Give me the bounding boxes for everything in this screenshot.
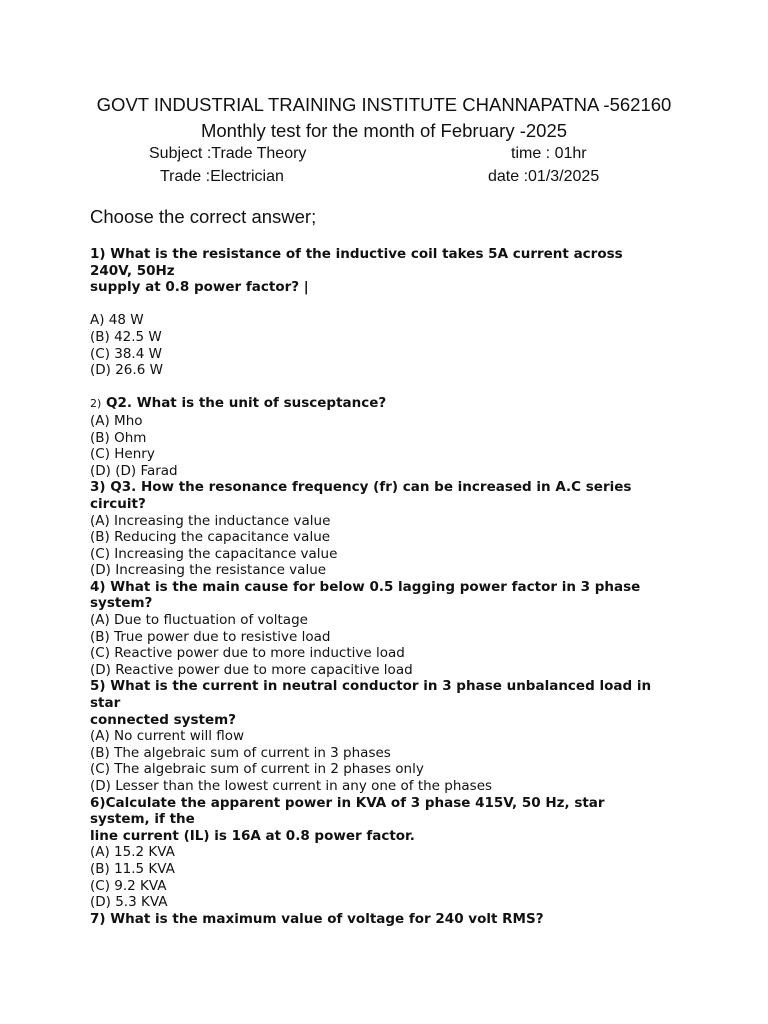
instruction-heading: Choose the correct answer; xyxy=(90,206,317,227)
question-text: system? xyxy=(90,595,153,612)
question-2 xyxy=(90,395,690,479)
question-number: 2) xyxy=(90,397,102,411)
option-c: (C) Increasing the capacitance value xyxy=(90,545,338,562)
option-c: (C) Henry xyxy=(90,446,155,463)
question-text: 4) What is the main cause for below 0.5 lagging power factor in 3 phase xyxy=(90,578,641,595)
option-c: (C) 9.2 KVA xyxy=(90,877,167,894)
spacer xyxy=(90,379,690,396)
question-text-main: Q2. What is the unit of susceptance? xyxy=(101,395,387,412)
question-text: 1) What is the resistance of the inductive coil takes 5A current across xyxy=(90,246,623,262)
question-6 xyxy=(90,795,690,911)
option-a: (A) No current will flow xyxy=(90,728,245,745)
question-text: supply at 0.8 power factor? | xyxy=(90,279,309,296)
question-text: connected system? xyxy=(90,711,237,728)
question-text: 6)Calculate the apparent power in KVA of 3 phase 415V, 50 Hz, star xyxy=(90,794,605,811)
spacer xyxy=(90,296,690,313)
question-text: line current (IL) is 16A at 0.8 power factor. xyxy=(90,827,415,844)
option-b: (B) True power due to resistive load xyxy=(90,628,331,645)
question-text: system, if the xyxy=(90,811,195,828)
question-text: star xyxy=(90,695,121,712)
question-4 xyxy=(90,579,690,679)
option-a: (A) Due to fluctuation of voltage xyxy=(90,612,308,629)
question-1 xyxy=(90,246,690,395)
question-7 xyxy=(90,911,690,928)
question-text: 5) What is the current in neutral conductor in 3 phase unbalanced load in xyxy=(90,678,652,695)
question-5 xyxy=(90,678,690,794)
trade-label: Trade :Electrician xyxy=(160,168,284,185)
date-label: date :01/3/2025 xyxy=(488,168,600,185)
question-text: 7) What is the maximum value of voltage for 240 volt RMS? xyxy=(90,910,544,927)
option-b: (B) 42.5 W xyxy=(90,328,162,345)
option-d: (D) (D) Farad xyxy=(90,462,178,479)
option-a: (A) Mho xyxy=(90,412,143,429)
option-d: (D) Lesser than the lowest current in any one of the phases xyxy=(90,778,493,794)
question-text: 3) Q3. How the resonance frequency (fr) can be increased in A.C series xyxy=(90,479,632,496)
option-c: (C) 38.4 W xyxy=(90,345,162,362)
option-d: (D) Increasing the resistance value xyxy=(90,562,327,579)
option-a: A) 48 W xyxy=(90,312,144,329)
subject-label: Subject :Trade Theory xyxy=(149,145,307,162)
question-text: circuit? xyxy=(90,495,146,512)
option-d: (D) 5.3 KVA xyxy=(90,894,168,911)
option-a: (A) Increasing the inductance value xyxy=(90,512,331,529)
question-text xyxy=(90,395,690,413)
option-d: (D) Reactive power due to more capacitive load xyxy=(90,661,413,678)
question-text: 240V, 50Hz xyxy=(90,262,175,279)
option-a: (A) 15.2 KVA xyxy=(90,844,175,861)
test-title: Monthly test for the month of February -2025 xyxy=(200,120,568,141)
option-c: (C) Reactive power due to more inductive load xyxy=(90,645,405,662)
option-c: (C) The algebraic sum of current in 2 phases only xyxy=(90,761,424,778)
option-d: (D) 26.6 W xyxy=(90,362,163,379)
option-b: (B) 11.5 KVA xyxy=(90,860,175,877)
questions-body xyxy=(90,246,690,927)
institute-title: GOVT INDUSTRIAL TRAINING INSTITUTE CHANNAPATNA -562160 xyxy=(96,94,672,115)
time-label: time : 01hr xyxy=(511,145,587,162)
option-b: (B) Ohm xyxy=(90,429,147,446)
question-3 xyxy=(90,479,690,579)
option-b: (B) The algebraic sum of current in 3 phases xyxy=(90,744,391,761)
option-b: (B) Reducing the capacitance value xyxy=(90,529,331,546)
